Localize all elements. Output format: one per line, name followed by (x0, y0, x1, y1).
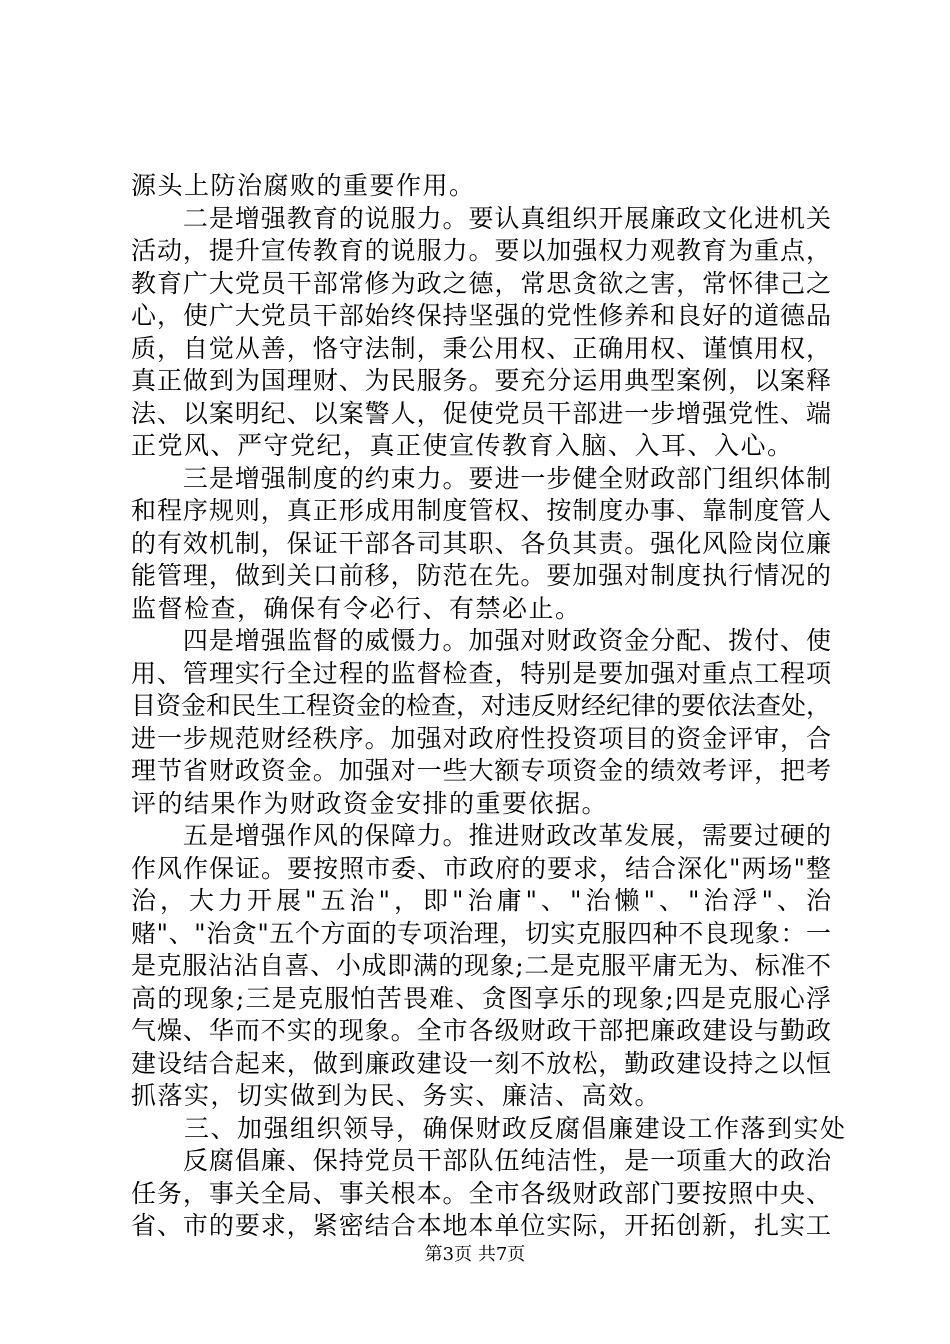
text-line: 评的结果作为财政资金安排的重要依据。 (131, 788, 609, 818)
text-line: 高的现象;三是克服怕苦畏难、贪图享乐的现象;四是克服心浮 (131, 983, 831, 1013)
text-line: 质，自觉从善，恪守法制，秉公用权、正确用权、谨慎用权， (131, 333, 831, 363)
text-line: 二是增强教育的说服力。要认真组织开展廉政文化进机关 (131, 203, 831, 233)
text-line: 任务，事关全局、事关根本。全市各级财政部门要按照中央、 (131, 1178, 831, 1208)
text-line: 用、管理实行全过程的监督检查，特别是要加强对重点工程项 (131, 658, 831, 688)
text-line: 正党风、严守党纪，真正使宣传教育入脑、入耳、入心。 (131, 431, 794, 460)
text-line: 是克服沾沾自喜、小成即满的现象;二是克服平庸无为、标准不 (131, 951, 831, 980)
text-line: 源头上防治腐败的重要作用。 (131, 171, 476, 200)
text-line: 教育广大党员干部常修为政之德，常思贪欲之害，常怀律己之 (131, 268, 831, 298)
text-line: 作风作保证。要按照市委、市政府的要求，结合深化"两场"整 (131, 853, 831, 883)
text-line: 能管理，做到关口前移，防范在先。要加强对制度执行情况的 (131, 561, 831, 590)
text-line: 理节省财政资金。加强对一些大额专项资金的绩效考评，把考 (131, 756, 831, 785)
text-line: 心，使广大党员干部始终保持坚强的党性修养和良好的道德品 (131, 301, 831, 330)
text-line: 真正做到为国理财、为民服务。要充分运用典型案例，以案释 (131, 366, 831, 395)
text-line: 治，大力开展"五治"，即"治庸"、"治懒"、"治浮"、治 (131, 886, 831, 915)
text-line: 三是增强制度的约束力。要进一步健全财政部门组织体制 (131, 463, 831, 493)
text-line: 进一步规范财经秩序。加强对政府性投资项目的资金评审，合 (131, 723, 831, 753)
text-line: 省、市的要求，紧密结合本地本单位实际，开拓创新，扎实工 (131, 1211, 831, 1240)
text-line: 反腐倡廉、保持党员干部队伍纯洁性，是一项重大的政治 (131, 1146, 831, 1175)
text-line: 赌"、"治贪"五个方面的专项治理，切实克服四种不良现象：一 (131, 918, 831, 948)
text-line: 活动，提升宣传教育的说服力。要以加强权力观教育为重点， (131, 236, 831, 265)
text-line: 四是增强监督的威慑力。加强对财政资金分配、拨付、使 (131, 626, 831, 655)
text-line: 抓落实，切实做到为民、务实、廉洁、高效。 (131, 1081, 662, 1110)
text-line: 的有效机制，保证干部各司其职、各负其责。强化风险岗位廉 (131, 528, 831, 558)
text-line: 建设结合起来，做到廉政建设一刻不放松，勤政建设持之以恒 (131, 1048, 831, 1078)
document-body (131, 170, 847, 1243)
section-heading: 三、加强组织领导，确保财政反腐倡廉建设工作落到实处 (131, 1113, 847, 1143)
text-line: 五是增强作风的保障力。推进财政改革发展，需要过硬的 (131, 821, 831, 850)
text-line: 目资金和民生工程资金的检查，对违反财经纪律的要依法查处， (131, 691, 832, 720)
text-line: 监督检查，确保有令必行、有禁必止。 (131, 593, 582, 623)
text-line: 法、以案明纪、以案警人，促使党员干部进一步增强党性、端 (131, 398, 831, 428)
text-line: 气燥、华而不实的现象。全市各级财政干部把廉政建设与勤政 (131, 1016, 831, 1045)
text-line: 和程序规则，真正形成用制度管权、按制度办事、靠制度管人 (131, 496, 831, 525)
page-number-footer: 第3页 共7页 (424, 1244, 526, 1265)
